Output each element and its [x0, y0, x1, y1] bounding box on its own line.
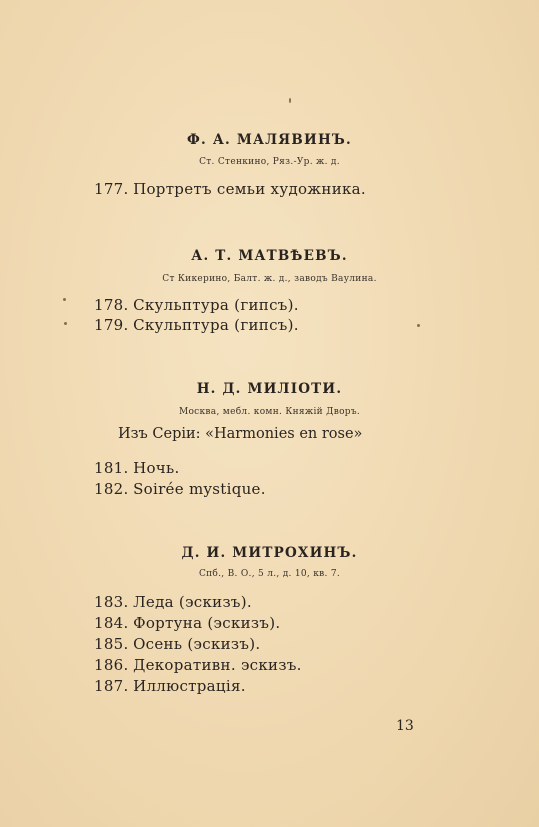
artist-address: Ст. Стенкино, Ряз.-Ур. ж. д.	[199, 157, 340, 167]
entry-title: Скульптура (гипсъ).	[133, 296, 299, 314]
paper-speck	[417, 324, 420, 327]
catalog-entry	[94, 480, 266, 498]
entry-title: Леда (эскизъ).	[133, 593, 252, 611]
catalog-entry	[94, 296, 299, 314]
artist-heading: Д. И. МИТРОХИНЪ.	[181, 545, 358, 561]
entry-title: Скульптура (гипсъ).	[133, 316, 299, 334]
entry-number: 186.	[94, 656, 129, 674]
entry-number: 179.	[94, 316, 129, 334]
entry-title: Декоративн. эскизъ.	[133, 656, 302, 674]
artist-heading: А. Т. МАТВѢЕВЪ.	[191, 248, 348, 264]
catalog-entry	[94, 656, 302, 674]
catalog-entry	[94, 677, 246, 695]
entry-title: Фортуна (эскизъ).	[133, 614, 281, 632]
catalog-entry	[94, 459, 180, 477]
entry-number: 182.	[94, 480, 129, 498]
series-title: Изъ Серіи: «Harmonies en rose»	[118, 426, 363, 442]
artist-address: Москва, мебл. комн. Княжій Дворъ.	[178, 407, 361, 417]
paper-speck	[64, 322, 67, 325]
catalog-entry	[94, 614, 280, 632]
artist-address: Спб., В. О., 5 л., д. 10, кв. 7.	[198, 569, 341, 579]
page-number: 13	[396, 718, 414, 734]
entry-title: Осень (эскизъ).	[133, 635, 261, 653]
entry-title: Ночь.	[133, 459, 180, 477]
entry-number: 181.	[94, 459, 129, 477]
artist-address: Ст Кикерино, Балт. ж. д., заводъ Ваулина.	[162, 274, 377, 284]
entry-number: 185.	[94, 635, 129, 653]
entry-number: 177.	[94, 180, 129, 198]
catalog-entry	[94, 635, 260, 653]
paper-speck	[289, 98, 291, 103]
catalog-entry	[94, 180, 366, 198]
artist-heading: Н. Д. МИЛІОТИ.	[196, 381, 343, 397]
paper-speck	[63, 298, 66, 301]
entry-number: 184.	[94, 614, 129, 632]
entry-number: 178.	[94, 296, 129, 314]
entry-number: 183.	[94, 593, 129, 611]
catalog-entry	[94, 316, 299, 334]
entry-number: 187.	[94, 677, 129, 695]
catalog-entry	[94, 593, 252, 611]
entry-title: Soirée mystique.	[133, 480, 266, 498]
entry-title: Иллюстрація.	[133, 677, 246, 695]
entry-title: Портретъ семьи художника.	[133, 180, 366, 198]
artist-heading: Ф. А. МАЛЯВИНЪ.	[187, 132, 352, 148]
